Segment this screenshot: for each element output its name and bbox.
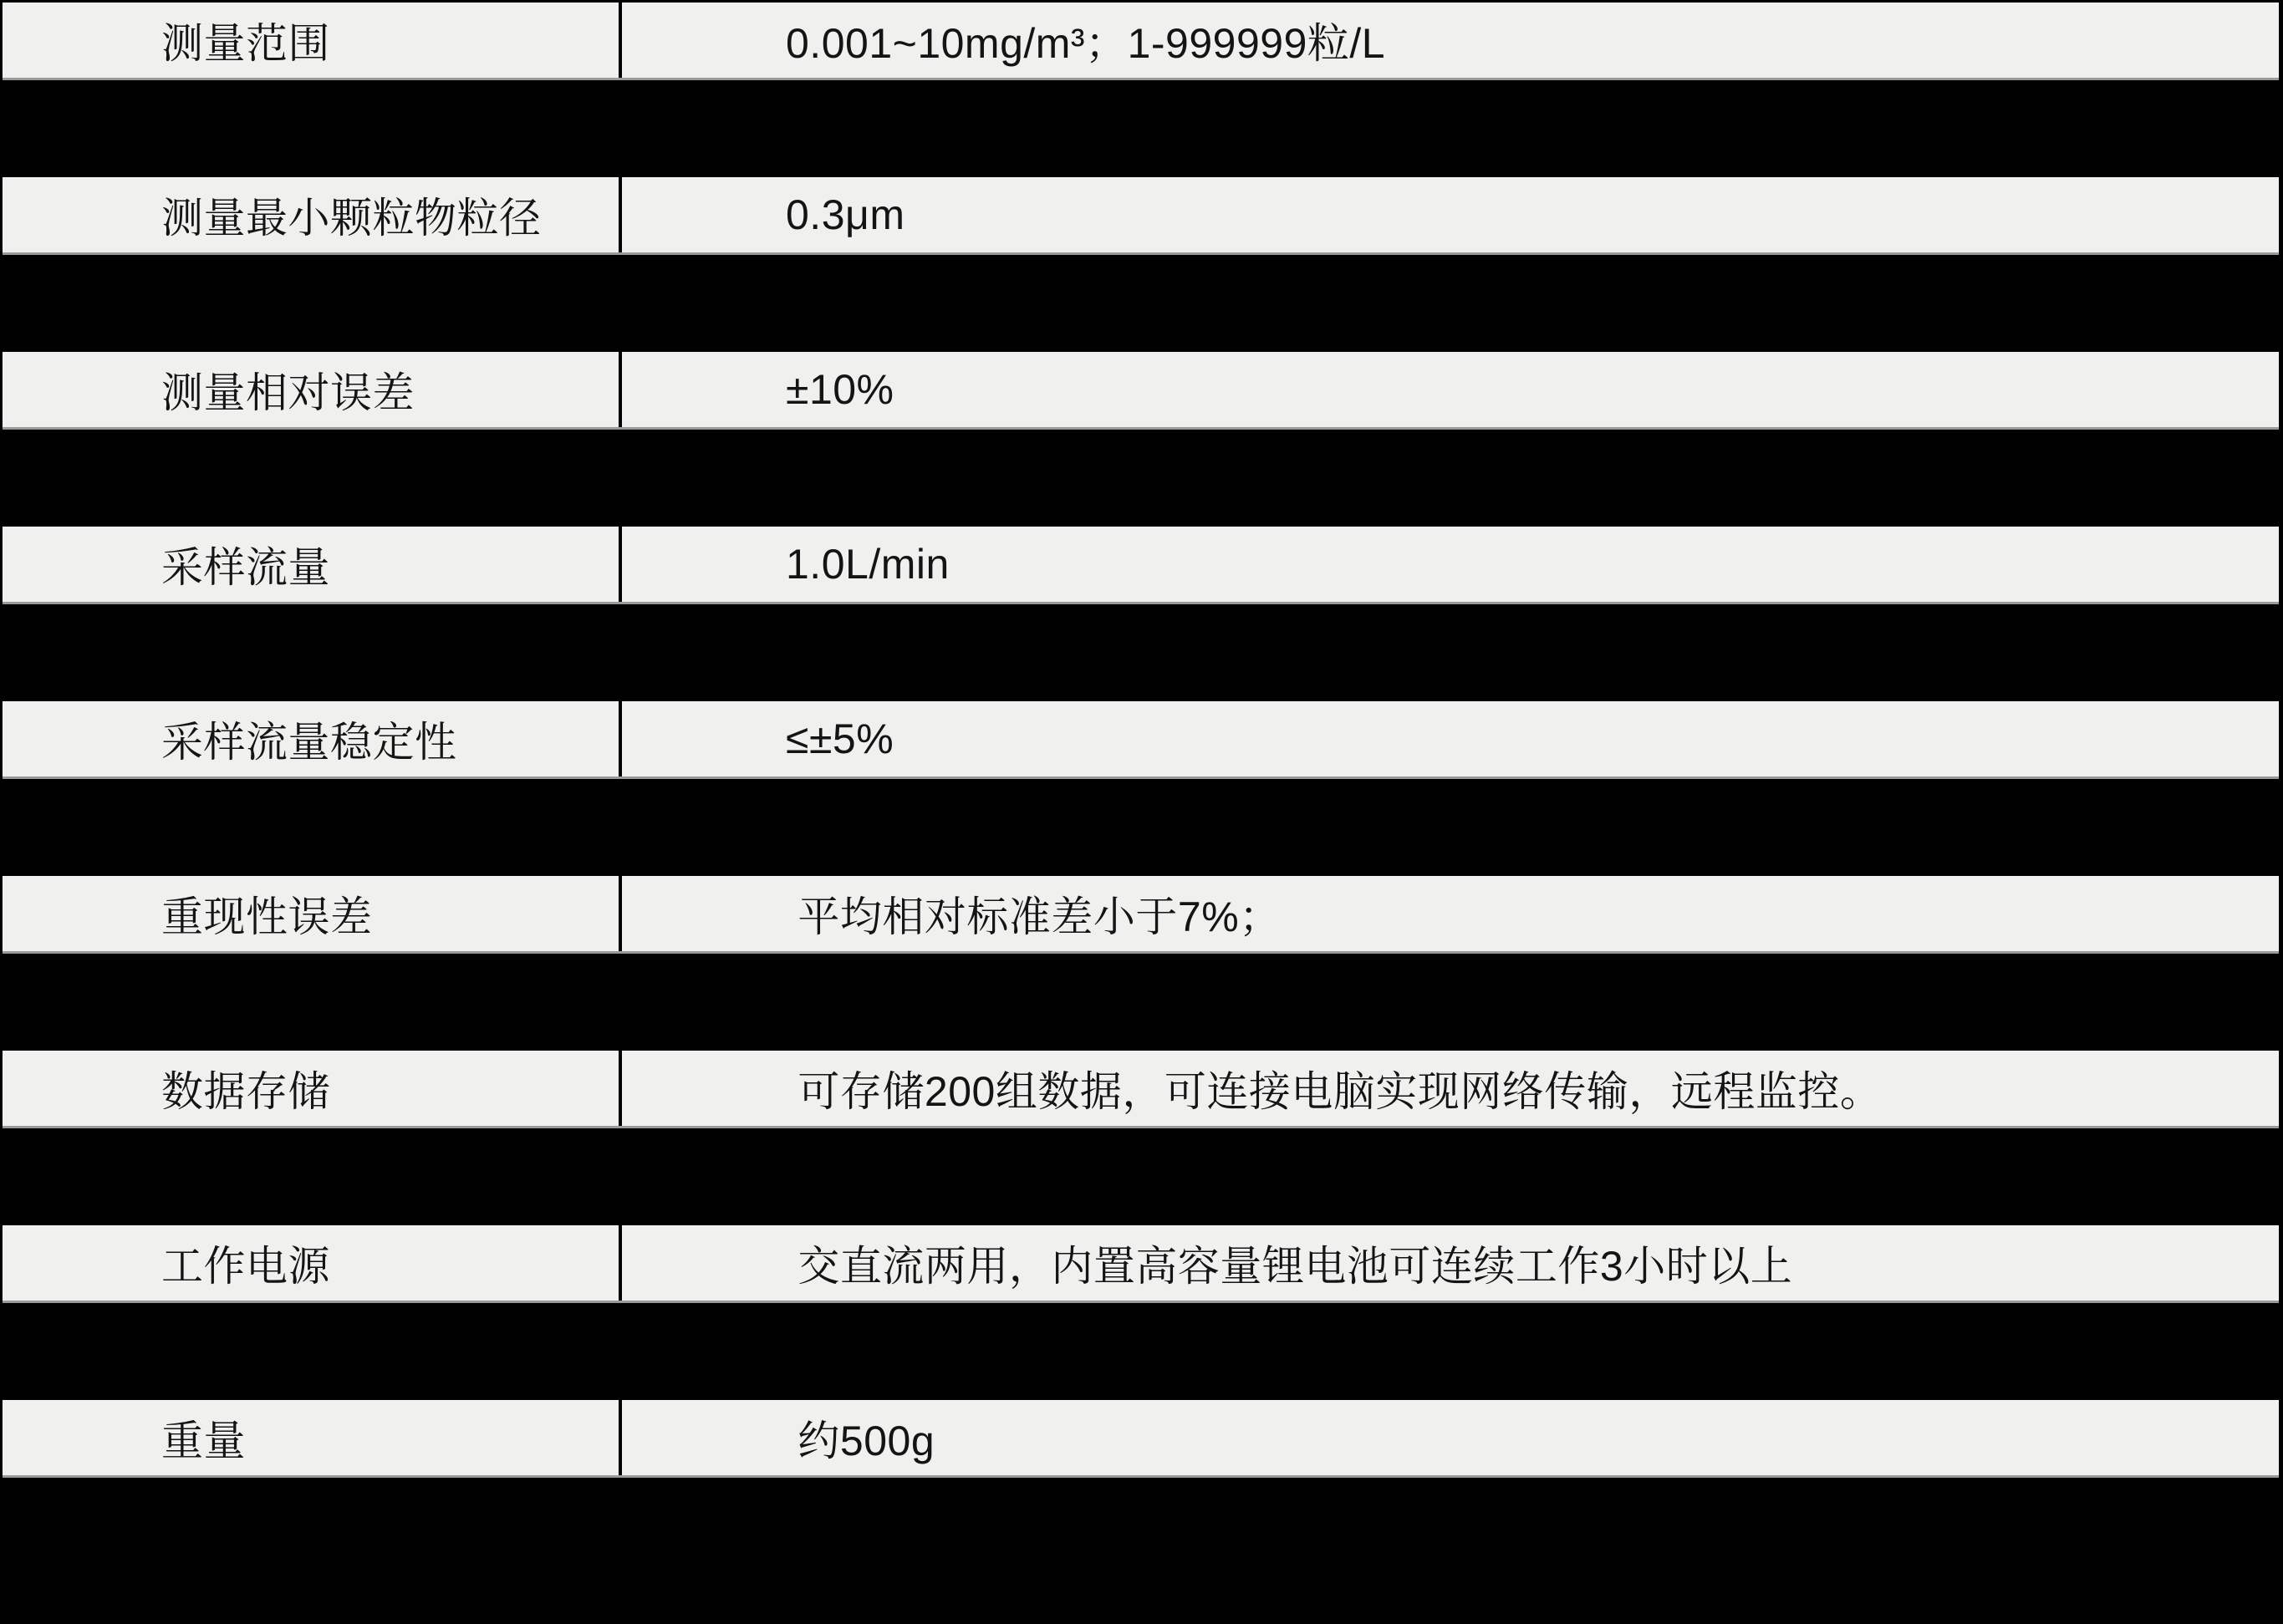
spec-row-power-supply xyxy=(3,1225,2279,1303)
spec-label: 测量最小颗粒物粒径 xyxy=(3,177,622,252)
spec-value: 可存储200组数据，可连接电脑实现网络传输，远程监控。 xyxy=(786,1068,1883,1115)
spec-row-flow-stability xyxy=(3,701,2279,779)
spec-value: 交直流两用，内置高容量锂电池可连续工作3小时以上 xyxy=(786,1243,1793,1290)
spec-label: 测量相对误差 xyxy=(3,352,622,427)
spec-row-reproducibility-error xyxy=(3,876,2279,954)
spec-row-min-particle-size xyxy=(3,177,2279,255)
spec-row-relative-error xyxy=(3,352,2279,430)
spec-value: ≤±5% xyxy=(786,715,894,762)
spec-row-measurement-range xyxy=(3,3,2279,80)
spec-value: 0.001~10mg/m³；1-999999粒/L xyxy=(786,20,1386,67)
spec-table xyxy=(3,3,2279,1575)
spec-label: 工作电源 xyxy=(3,1225,622,1301)
spec-value: 0.3μm xyxy=(786,191,905,238)
spec-label: 重量 xyxy=(3,1400,622,1475)
spec-value: 平均相对标准差小于7%； xyxy=(786,893,1282,940)
spec-value: 1.0L/min xyxy=(786,541,950,588)
spec-label: 数据存储 xyxy=(3,1051,622,1126)
spec-label: 采样流量 xyxy=(3,527,622,602)
spec-label: 采样流量稳定性 xyxy=(3,701,622,776)
spec-label: 测量范围 xyxy=(3,3,622,78)
spec-value: ±10% xyxy=(786,366,894,413)
spec-row-sampling-flow xyxy=(3,527,2279,604)
spec-row-data-storage xyxy=(3,1051,2279,1128)
spec-row-weight xyxy=(3,1400,2279,1478)
spec-label: 重现性误差 xyxy=(3,876,622,951)
spec-value: 约500g xyxy=(786,1418,935,1464)
